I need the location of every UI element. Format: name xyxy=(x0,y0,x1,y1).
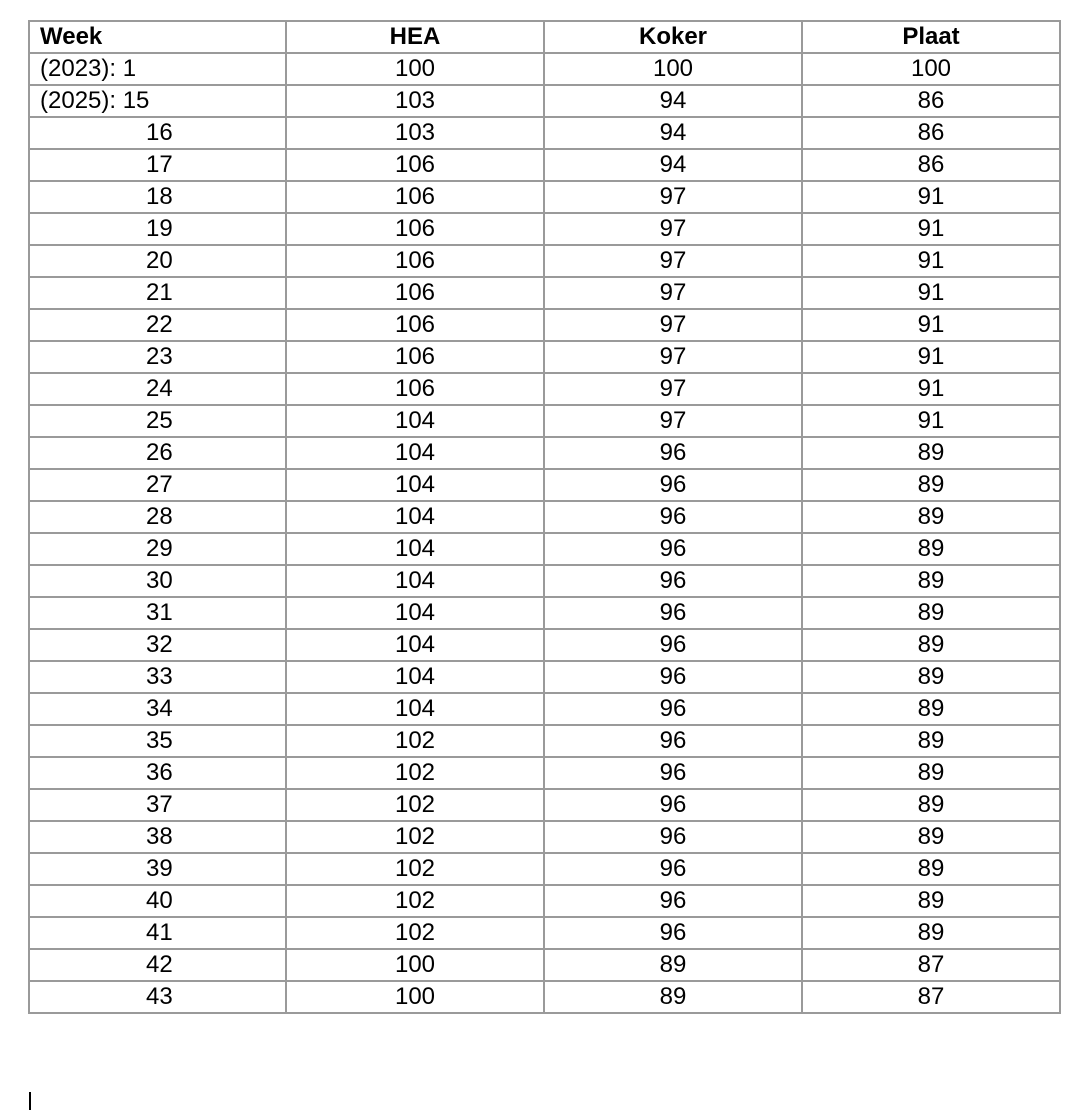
plaat-cell: 89 xyxy=(802,469,1060,501)
table-row xyxy=(29,213,1060,245)
hea-cell: 106 xyxy=(286,213,544,245)
plaat-cell: 89 xyxy=(802,917,1060,949)
week-cell: 25 xyxy=(29,405,286,437)
week-cell: (2023): 1 xyxy=(29,53,286,85)
plaat-cell: 86 xyxy=(802,117,1060,149)
hea-cell: 100 xyxy=(286,53,544,85)
table-row xyxy=(29,757,1060,789)
table-row xyxy=(29,181,1060,213)
koker-cell: 96 xyxy=(544,725,802,757)
week-cell: 24 xyxy=(29,373,286,405)
hea-cell: 104 xyxy=(286,629,544,661)
plaat-cell: 87 xyxy=(802,981,1060,1013)
plaat-cell: 89 xyxy=(802,789,1060,821)
hea-cell: 106 xyxy=(286,309,544,341)
week-cell: 38 xyxy=(29,821,286,853)
hea-cell: 100 xyxy=(286,981,544,1013)
koker-cell: 96 xyxy=(544,469,802,501)
plaat-cell: 89 xyxy=(802,629,1060,661)
hea-cell: 104 xyxy=(286,597,544,629)
plaat-cell: 89 xyxy=(802,853,1060,885)
koker-cell: 96 xyxy=(544,885,802,917)
hea-cell: 102 xyxy=(286,725,544,757)
koker-cell: 96 xyxy=(544,565,802,597)
plaat-cell: 89 xyxy=(802,885,1060,917)
plaat-cell: 91 xyxy=(802,277,1060,309)
koker-cell: 96 xyxy=(544,853,802,885)
column-header-week: Week xyxy=(29,21,286,53)
table-row xyxy=(29,885,1060,917)
table-row xyxy=(29,629,1060,661)
koker-cell: 97 xyxy=(544,341,802,373)
week-cell: 43 xyxy=(29,981,286,1013)
data-table xyxy=(28,20,1061,1014)
table-row xyxy=(29,245,1060,277)
hea-cell: 102 xyxy=(286,917,544,949)
table-row xyxy=(29,53,1060,85)
plaat-cell: 89 xyxy=(802,821,1060,853)
table-row xyxy=(29,821,1060,853)
week-cell: 18 xyxy=(29,181,286,213)
hea-cell: 104 xyxy=(286,501,544,533)
koker-cell: 96 xyxy=(544,789,802,821)
week-cell: 17 xyxy=(29,149,286,181)
plaat-cell: 86 xyxy=(802,85,1060,117)
table-row xyxy=(29,341,1060,373)
hea-cell: 104 xyxy=(286,469,544,501)
hea-cell: 102 xyxy=(286,885,544,917)
hea-cell: 106 xyxy=(286,373,544,405)
hea-cell: 104 xyxy=(286,437,544,469)
plaat-cell: 91 xyxy=(802,245,1060,277)
koker-cell: 97 xyxy=(544,277,802,309)
koker-cell: 96 xyxy=(544,597,802,629)
plaat-cell: 89 xyxy=(802,725,1060,757)
column-header-plaat: Plaat xyxy=(802,21,1060,53)
plaat-cell: 91 xyxy=(802,213,1060,245)
koker-cell: 96 xyxy=(544,693,802,725)
week-cell: 23 xyxy=(29,341,286,373)
table-row xyxy=(29,789,1060,821)
table-row xyxy=(29,373,1060,405)
week-cell: 36 xyxy=(29,757,286,789)
table-row xyxy=(29,469,1060,501)
koker-cell: 97 xyxy=(544,245,802,277)
plaat-cell: 91 xyxy=(802,341,1060,373)
koker-cell: 96 xyxy=(544,917,802,949)
table-row xyxy=(29,949,1060,981)
hea-cell: 106 xyxy=(286,181,544,213)
week-cell: 19 xyxy=(29,213,286,245)
week-cell: 28 xyxy=(29,501,286,533)
column-header-hea: HEA xyxy=(286,21,544,53)
table-row xyxy=(29,725,1060,757)
plaat-cell: 91 xyxy=(802,405,1060,437)
koker-cell: 89 xyxy=(544,949,802,981)
koker-cell: 96 xyxy=(544,533,802,565)
hea-cell: 102 xyxy=(286,789,544,821)
plaat-cell: 100 xyxy=(802,53,1060,85)
hea-cell: 104 xyxy=(286,565,544,597)
week-cell: 39 xyxy=(29,853,286,885)
column-header-koker: Koker xyxy=(544,21,802,53)
week-cell: (2025): 15 xyxy=(29,85,286,117)
week-cell: 16 xyxy=(29,117,286,149)
hea-cell: 100 xyxy=(286,949,544,981)
week-cell: 20 xyxy=(29,245,286,277)
table-row xyxy=(29,693,1060,725)
koker-cell: 96 xyxy=(544,757,802,789)
hea-cell: 102 xyxy=(286,853,544,885)
plaat-cell: 89 xyxy=(802,565,1060,597)
week-cell: 26 xyxy=(29,437,286,469)
koker-cell: 89 xyxy=(544,981,802,1013)
week-cell: 32 xyxy=(29,629,286,661)
koker-cell: 97 xyxy=(544,405,802,437)
week-cell: 37 xyxy=(29,789,286,821)
week-cell: 21 xyxy=(29,277,286,309)
plaat-cell: 89 xyxy=(802,437,1060,469)
hea-cell: 104 xyxy=(286,405,544,437)
plaat-cell: 89 xyxy=(802,693,1060,725)
table-row xyxy=(29,853,1060,885)
hea-cell: 103 xyxy=(286,85,544,117)
week-cell: 22 xyxy=(29,309,286,341)
week-cell: 34 xyxy=(29,693,286,725)
week-cell: 29 xyxy=(29,533,286,565)
hea-cell: 106 xyxy=(286,277,544,309)
table-row xyxy=(29,149,1060,181)
koker-cell: 96 xyxy=(544,501,802,533)
table-row xyxy=(29,277,1060,309)
table-body xyxy=(29,53,1060,1013)
week-cell: 35 xyxy=(29,725,286,757)
table-row xyxy=(29,661,1060,693)
koker-cell: 94 xyxy=(544,85,802,117)
week-cell: 31 xyxy=(29,597,286,629)
koker-cell: 100 xyxy=(544,53,802,85)
header-row xyxy=(29,21,1060,53)
week-cell: 40 xyxy=(29,885,286,917)
koker-cell: 97 xyxy=(544,181,802,213)
hea-cell: 102 xyxy=(286,757,544,789)
hea-cell: 103 xyxy=(286,117,544,149)
table-row xyxy=(29,117,1060,149)
text-cursor xyxy=(29,1092,31,1110)
week-cell: 41 xyxy=(29,917,286,949)
week-cell: 42 xyxy=(29,949,286,981)
plaat-cell: 89 xyxy=(802,757,1060,789)
week-cell: 27 xyxy=(29,469,286,501)
plaat-cell: 86 xyxy=(802,149,1060,181)
koker-cell: 96 xyxy=(544,661,802,693)
table-row xyxy=(29,437,1060,469)
week-cell: 30 xyxy=(29,565,286,597)
plaat-cell: 89 xyxy=(802,661,1060,693)
hea-cell: 106 xyxy=(286,341,544,373)
plaat-cell: 89 xyxy=(802,501,1060,533)
hea-cell: 102 xyxy=(286,821,544,853)
table-row xyxy=(29,405,1060,437)
plaat-cell: 89 xyxy=(802,597,1060,629)
table-row xyxy=(29,981,1060,1013)
koker-cell: 97 xyxy=(544,309,802,341)
table-row xyxy=(29,533,1060,565)
plaat-cell: 91 xyxy=(802,181,1060,213)
koker-cell: 94 xyxy=(544,117,802,149)
koker-cell: 97 xyxy=(544,213,802,245)
hea-cell: 106 xyxy=(286,149,544,181)
plaat-cell: 91 xyxy=(802,373,1060,405)
table-row xyxy=(29,597,1060,629)
table-row xyxy=(29,917,1060,949)
hea-cell: 104 xyxy=(286,661,544,693)
table-row xyxy=(29,501,1060,533)
plaat-cell: 89 xyxy=(802,533,1060,565)
week-cell: 33 xyxy=(29,661,286,693)
table-row xyxy=(29,309,1060,341)
koker-cell: 96 xyxy=(544,437,802,469)
table-row xyxy=(29,565,1060,597)
koker-cell: 97 xyxy=(544,373,802,405)
koker-cell: 96 xyxy=(544,821,802,853)
koker-cell: 94 xyxy=(544,149,802,181)
table-row xyxy=(29,85,1060,117)
hea-cell: 104 xyxy=(286,533,544,565)
koker-cell: 96 xyxy=(544,629,802,661)
plaat-cell: 87 xyxy=(802,949,1060,981)
hea-cell: 106 xyxy=(286,245,544,277)
plaat-cell: 91 xyxy=(802,309,1060,341)
hea-cell: 104 xyxy=(286,693,544,725)
